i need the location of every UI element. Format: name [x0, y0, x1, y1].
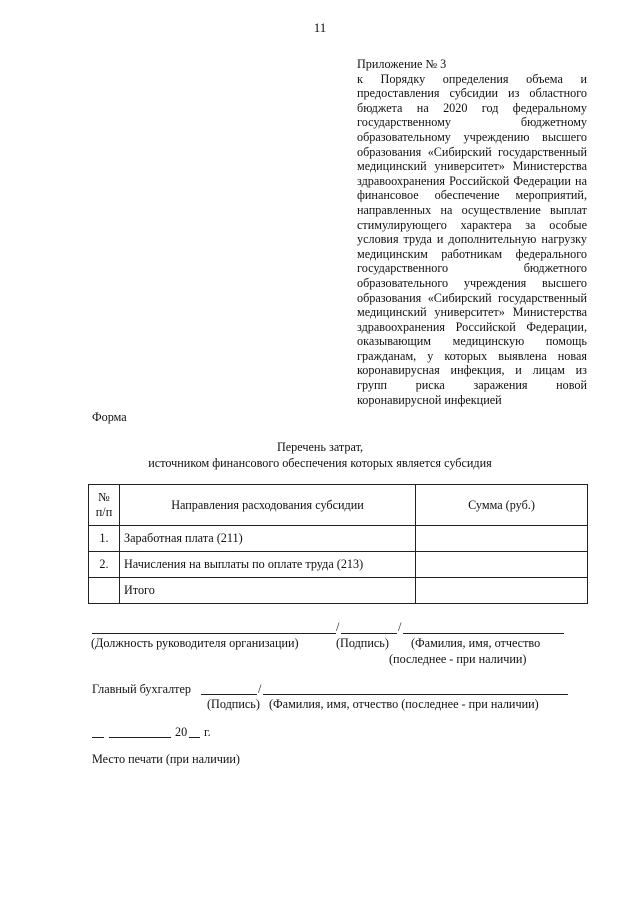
head-separator-1: / — [336, 620, 340, 634]
header-number: № п/п — [89, 485, 120, 526]
appendix-title: Приложение № 3 — [357, 57, 447, 71]
accountant-signature-line[interactable] — [201, 694, 257, 695]
head-position-caption: (Должность руководителя организации) — [91, 636, 299, 650]
appendix-block — [357, 57, 587, 407]
form-label: Форма — [92, 410, 127, 424]
table-row — [89, 552, 588, 578]
row-amount[interactable] — [416, 578, 588, 604]
date-year-suffix: г. — [204, 725, 211, 739]
date-year-line[interactable] — [189, 737, 200, 738]
stamp-place-label: Место печати (при наличии) — [92, 752, 240, 766]
head-signature-caption: (Подпись) — [336, 636, 389, 650]
row-number: 1. — [89, 526, 120, 552]
head-signature-line[interactable] — [341, 633, 397, 634]
accountant-name-caption: (Фамилия, имя, отчество (последнее - при наличии) — [269, 697, 539, 711]
head-separator-2: / — [398, 620, 402, 634]
row-direction: Итого — [120, 578, 416, 604]
table-title-line1: Перечень затрат, — [276, 440, 364, 454]
table-total-row — [89, 578, 588, 604]
accountant-label: Главный бухгалтер — [92, 682, 192, 696]
row-number: 2. — [89, 552, 120, 578]
row-direction: Заработная плата (211) — [120, 526, 416, 552]
table-title-line2: источником финансового обеспечения которых является субсидия — [148, 456, 492, 470]
accountant-signature-caption: (Подпись) — [207, 697, 260, 711]
row-number — [89, 578, 120, 604]
head-name-note: (последнее - при наличии) — [389, 652, 527, 666]
head-name-caption: (Фамилия, имя, отчество — [411, 636, 541, 650]
date-year-prefix: 20 — [175, 725, 188, 739]
appendix-text: к Порядку определения объема и предоставления субсидии из областного бюджета на 2020 год федеральному государственному бюджетному образовательному учреждению высшего образования «Сибирский государственный медицинский университет» Министерства здравоохранения Российской Федерации на финансовое обеспечение мероприятий, направленных на осуществление выплат стимулирующего характера за особые условия труда и дополнительную нагрузку медицинским работникам федерального государственного бюджетного образовательного учреждения высшего образования «Сибирский государственный медицинский университет» Министерства здравоохранения Российской Федерации, оказывающим медицинскую помощь гражданам, у которых выявлена новая коронавирусная инфекция, и лицам из групп риска заражения новой коронавирусной инфекцией — [357, 71, 587, 407]
table-header-row — [89, 485, 588, 526]
accountant-separator: / — [258, 682, 262, 696]
accountant-name-line[interactable] — [263, 694, 568, 695]
head-position-line[interactable] — [92, 633, 336, 634]
table-row — [89, 526, 588, 552]
row-amount[interactable] — [416, 552, 588, 578]
page-number: 11 — [313, 20, 327, 35]
header-direction: Направления расходования субсидии — [120, 485, 416, 526]
head-name-line[interactable] — [403, 633, 564, 634]
header-amount: Сумма (руб.) — [416, 485, 588, 526]
row-direction: Начисления на выплаты по оплате труда (213) — [120, 552, 416, 578]
costs-table — [88, 484, 588, 604]
date-month-line[interactable] — [109, 737, 171, 738]
date-day-line[interactable] — [92, 737, 104, 738]
row-amount[interactable] — [416, 526, 588, 552]
